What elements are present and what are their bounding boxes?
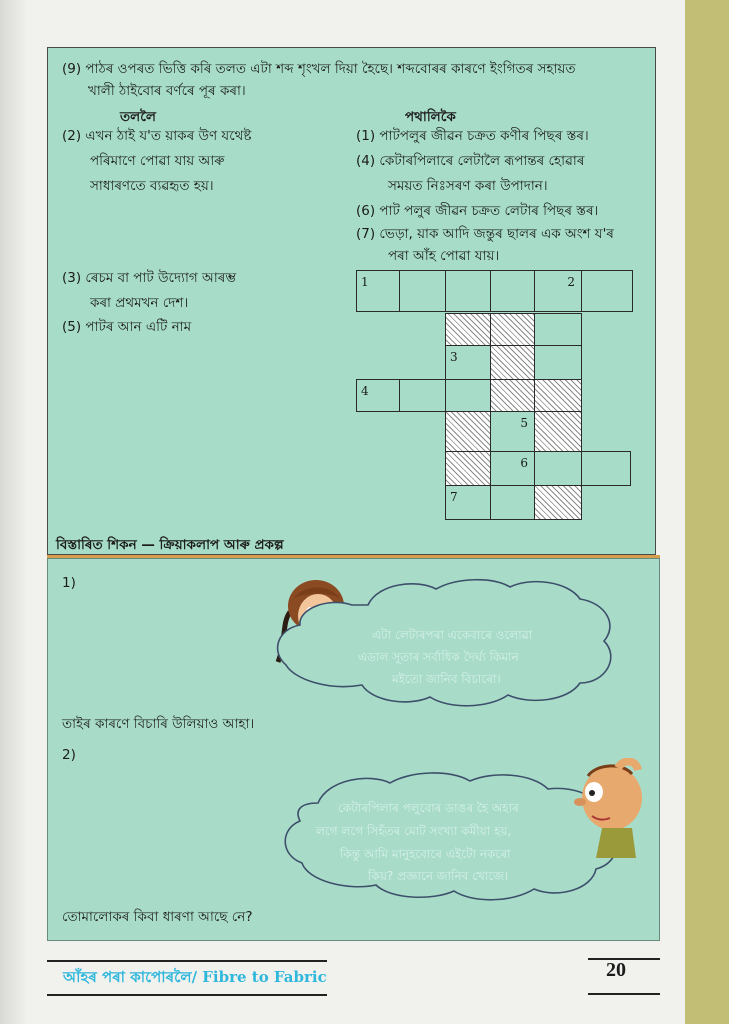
crossword-cell[interactable] <box>356 379 400 412</box>
page-edge-shadow <box>0 0 28 1024</box>
across-clue-1: (1) পাটপলুৰ জীৱন চক্ৰত কণীৰ পিছৰ স্তৰ। <box>356 128 589 144</box>
shaded-cell <box>490 313 535 346</box>
crossword-grid <box>356 270 634 522</box>
question-2-label: 2) <box>62 747 76 763</box>
across-clue-7-line-2: পৰা আঁহ পোৱা যায়। <box>388 248 500 264</box>
bubble-1-line-2: এডাল সূতাৰ সৰ্বাধিক দৈৰ্ঘ্য কিমান <box>358 650 519 664</box>
shaded-cell <box>445 313 491 346</box>
shaded-cell <box>445 411 491 452</box>
shaded-cell <box>534 411 582 452</box>
across-clue-7-line-1: (7) ভেড়া, য়াক আদি জন্তুৰ ছালৰ এক অংশ য'ৰ <box>356 226 614 242</box>
down-clue-3-line-2: কৰা প্ৰথমখন দেশ। <box>90 295 189 311</box>
footer-rule-bottom-right <box>588 993 660 995</box>
down-heading: তললৈ <box>120 109 156 125</box>
crossword-cell[interactable] <box>445 270 491 312</box>
crossword-cell[interactable] <box>534 270 582 312</box>
question-1-text: তাইৰ কাৰণে বিচাৰি উলিয়াও আহা। <box>62 716 255 732</box>
shaded-cell <box>445 451 491 486</box>
crossword-cell[interactable] <box>356 270 400 312</box>
crossword-cell[interactable] <box>399 270 446 312</box>
crossword-cell[interactable] <box>445 485 491 520</box>
page-number: 20 <box>606 959 626 981</box>
across-heading: পথালিকৈ <box>405 109 456 125</box>
shaded-cell <box>490 379 535 412</box>
footer-title: আঁহৰ পৰা কাপোৰলৈ/ Fibre to Fabric <box>63 968 327 986</box>
shaded-cell <box>490 345 535 380</box>
down-clue-3-line-1: (3) ৰেচম বা পাট উদ্যোগ আৰম্ভ <box>62 270 237 286</box>
clue-number-1: 1 <box>361 275 369 289</box>
down-clue-2-line-2: পৰিমাণে পোৱা যায় আৰু <box>90 153 225 169</box>
crossword-cell[interactable] <box>534 451 582 486</box>
across-clue-4-line-2: সময়ত নিঃসৰণ কৰা উপাদান। <box>388 178 548 194</box>
question-2-text: তোমালোকৰ কিবা ধাৰণা আছে নে? <box>62 909 253 925</box>
crossword-cell[interactable] <box>490 270 535 312</box>
shaded-cell <box>534 485 582 520</box>
crossword-cell[interactable] <box>581 270 633 312</box>
crossword-cell[interactable] <box>445 379 491 412</box>
down-clue-2-line-1: (2) এখন ঠাই য'ত য়াকৰ উণ যথেষ্ট <box>62 128 252 144</box>
footer-rule-top-left <box>47 960 327 962</box>
bubble-2-line-1: কেটাৰপিলাৰ পলুবোৰ ডাঙৰ হৈ অহাৰ <box>338 801 519 815</box>
bubble-1-line-3: মইতো জানিব বিচাৰো। <box>392 672 501 686</box>
bubble-2-line-4: কিয়? প্ৰজ্ঞানে জানিব খোজে। <box>368 869 509 883</box>
section-title: বিস্তাৰিত শিকন — ক্ৰিয়াকলাপ আৰু প্ৰকল্প <box>56 537 284 553</box>
crossword-cell[interactable] <box>490 451 535 486</box>
down-clue-5: (5) পাটৰ আন এটি নাম <box>62 319 192 335</box>
crossword-cell[interactable] <box>490 485 535 520</box>
page-side-strip <box>685 0 729 1024</box>
crossword-cell[interactable] <box>534 313 582 346</box>
question-1-label: 1) <box>62 575 76 591</box>
down-clue-2-line-3: সাধাৰণতে ব্যৱহৃত হয়। <box>90 178 214 194</box>
crossword-cell[interactable] <box>581 451 631 486</box>
bubble-1-line-1: এটা লেটাৰপৰা একেবাৰে ওলোৱা <box>372 628 533 642</box>
crossword-cell[interactable] <box>399 379 446 412</box>
crossword-cell[interactable] <box>490 411 535 452</box>
clue-number-7: 7 <box>450 490 458 504</box>
crossword-cell[interactable] <box>534 345 582 380</box>
clue-number-5: 5 <box>520 416 528 430</box>
boy-illustration <box>566 758 650 868</box>
bubble-2-line-2: লগে লগে সিহঁতৰ মোট সংখ্যা কমীয়া হয়, <box>316 824 512 838</box>
clue-number-2: 2 <box>567 275 575 289</box>
across-clue-4-line-1: (4) কেটাৰপিলাৰে লেটালৈ ৰূপান্তৰ হোৱাৰ <box>356 153 585 169</box>
crossword-cell[interactable] <box>445 345 491 380</box>
across-clue-6: (6) পাট পলুৰ জীৱন চক্ৰত লেটাৰ পিছৰ স্তৰ। <box>356 203 599 219</box>
clue-number-3: 3 <box>450 350 458 364</box>
instruction-line-2: খালী ঠাইবোৰ বৰ্ণৰে পূৰ কৰা। <box>88 83 246 99</box>
clue-number-4: 4 <box>361 384 369 398</box>
bubble-2-line-3: কিন্তু আমি মানুহবোৰে এইটো নকৰো <box>340 847 511 861</box>
shaded-cell <box>534 379 582 412</box>
instruction-line-1: (9) পাঠৰ ওপৰত ভিত্তি কৰি তলত এটা শব্দ শৃংখল দিয়া হৈছে। শব্দবোৰৰ কাৰণে ইংগিতৰ সহায়ত <box>62 61 576 77</box>
footer-rule-bottom-left <box>47 994 327 996</box>
clue-number-6: 6 <box>520 456 528 470</box>
